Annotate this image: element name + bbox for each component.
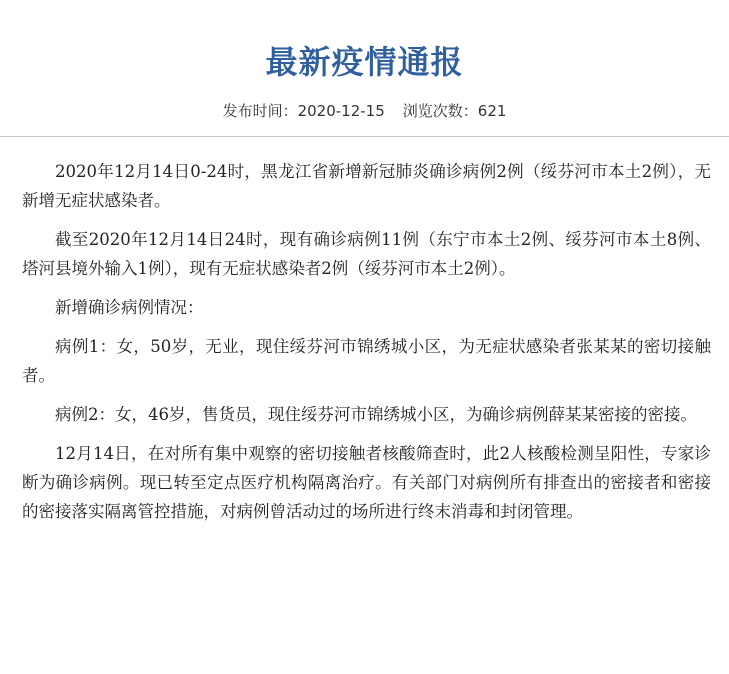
views-count: 621 <box>477 102 507 120</box>
page-title: 最新疫情通报 <box>265 43 464 81</box>
article-header <box>0 0 729 122</box>
views-label: 浏览次数： <box>402 102 478 120</box>
publish-label: 发布时间： <box>222 102 298 120</box>
paragraph-1: 2020年12月14日0-24时，黑龙江省新增新冠肺炎确诊病例2例（绥芬河市本土2例），无新增无症状感染者。 <box>22 162 711 210</box>
header-divider <box>0 136 729 137</box>
paragraph-6: 12月14日，在对所有集中观察的密切接触者核酸筛查时，此2人核酸检测呈阳性，专家诊断为确诊病例。现已转至定点医疗机构隔离治疗。有关部门对病例所有排查出的密接者和密接的密接落实隔离管控措施，对病例曾活动过的场所进行终末消毒和封闭管理。 <box>22 444 711 521</box>
article-meta <box>0 100 729 122</box>
paragraph-2: 截至2020年12月14日24时，现有确诊病例11例（东宁市本土2例、绥芬河市本土8例、塔河县境外输入1例），现有无症状感染者2例（绥芬河市本土2例）。 <box>22 230 711 278</box>
publish-date: 2020-12-15 <box>297 102 385 120</box>
paragraph-5: 病例2：女，46岁，售货员，现住绥芬河市锦绣城小区，为确诊病例薛某某密接的密接。 <box>55 405 697 424</box>
paragraph-3: 新增确诊病例情况： <box>55 298 204 317</box>
paragraph-4: 病例1：女，50岁，无业，现住绥芬河市锦绣城小区，为无症状感染者张某某的密切接触者。 <box>22 337 711 385</box>
article-body <box>0 145 729 526</box>
